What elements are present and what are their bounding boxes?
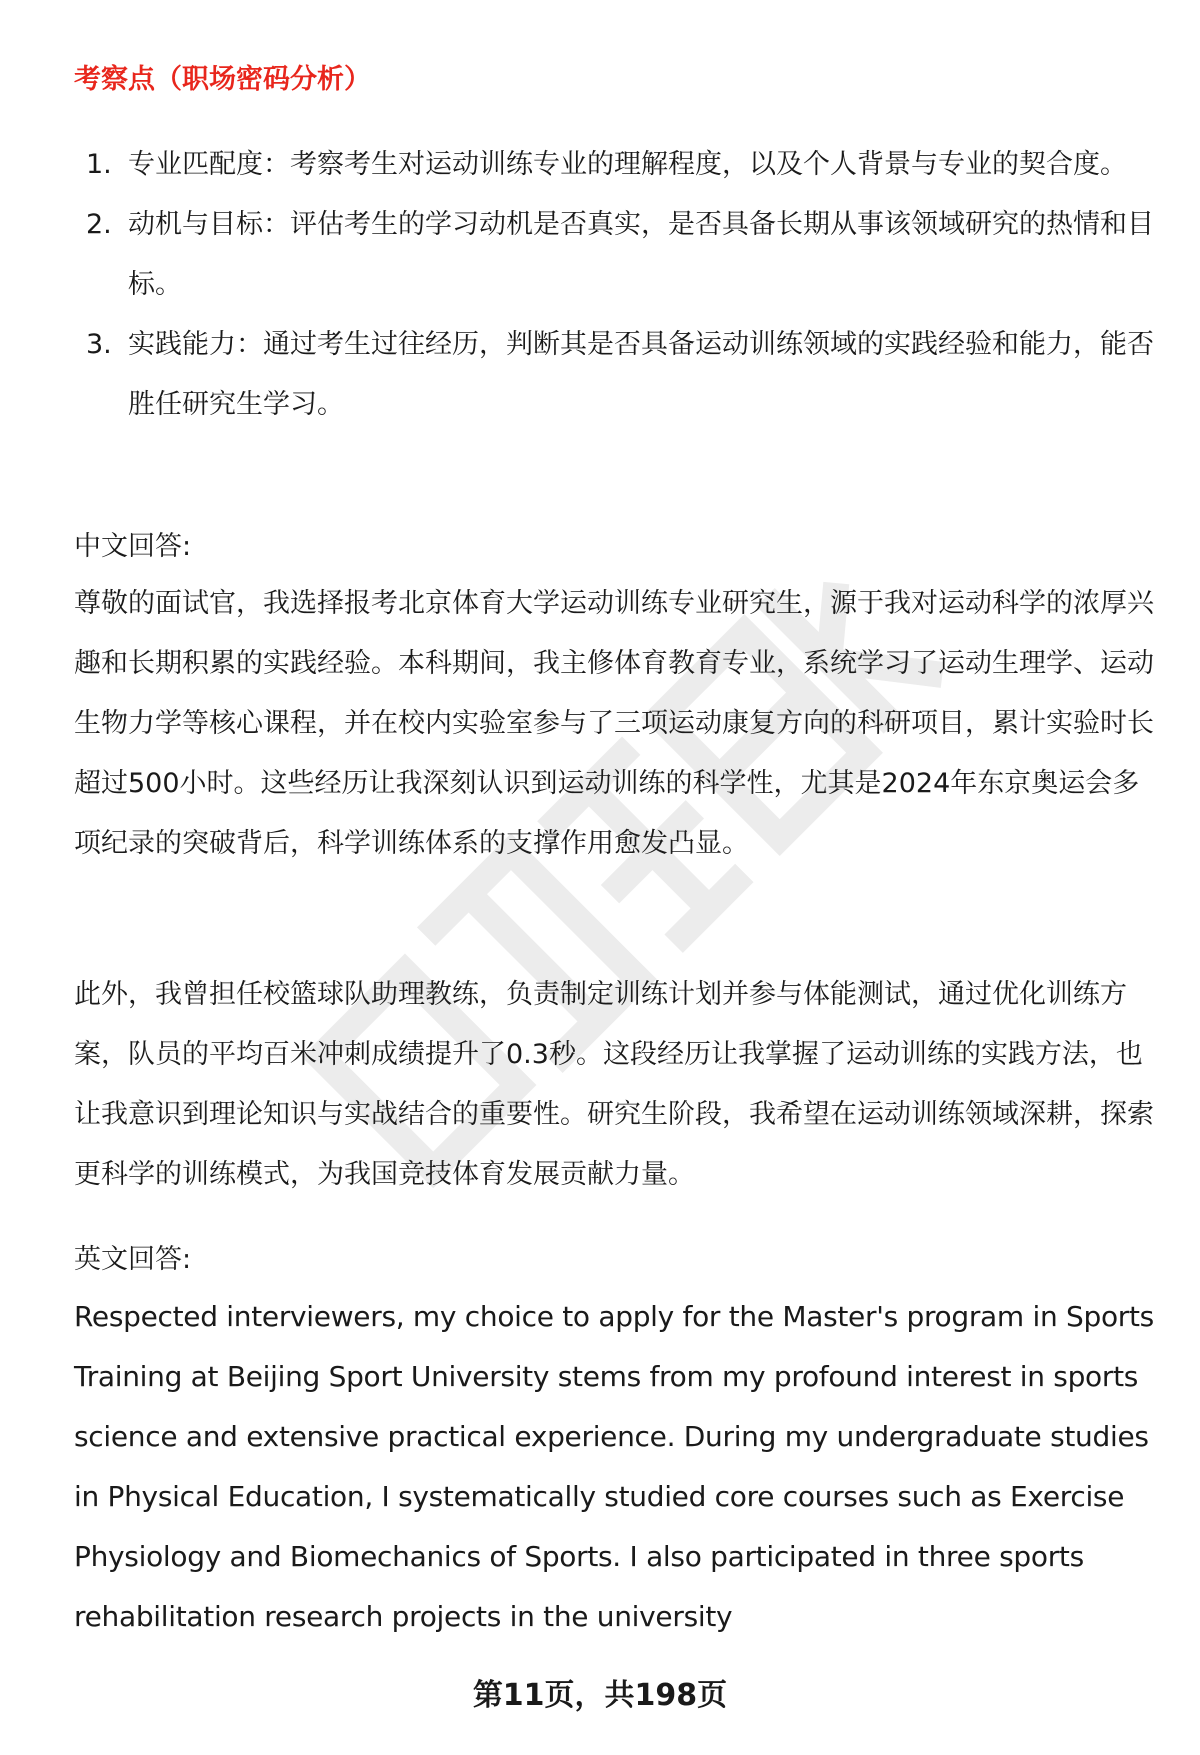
list-item-text: 专业匹配度：考察考生对运动训练专业的理解程度，以及个人背景与专业的契合度。	[128, 149, 1127, 180]
list-item-number: 1.	[86, 149, 112, 180]
list-item-number: 3.	[86, 329, 112, 360]
list-item	[74, 135, 1154, 195]
page-heading: 考察点（职场密码分析）	[74, 64, 371, 95]
list-item-text: 实践能力：通过考生过往经历，判断其是否具备运动训练领域的实践经验和能力，能否胜任研究生学习。	[128, 329, 1154, 420]
chinese-answer-label: 中文回答:	[74, 531, 192, 562]
english-answer-label: 英文回答:	[74, 1244, 192, 1275]
chinese-answer-paragraph-1: 尊敬的面试官，我选择报考北京体育大学运动训练专业研究生，源于我对运动科学的浓厚兴趣和长期积累的实践经验。本科期间，我主修体育教育专业，系统学习了运动生理学、运动生物力学等核心课程，并在校内实验室参与了三项运动康复方向的科研项目，累计实验时长超过500小时。这些经历让我深刻认识到运动训练的科学性，尤其是2024年东京奥运会多项纪录的突破背后，科学训练体系的支撑作用愈发凸显。	[74, 588, 1154, 859]
list-item-text: 动机与目标：评估考生的学习动机是否真实，是否具备长期从事该领域研究的热情和目标。	[128, 209, 1154, 300]
chinese-answer-paragraph-2: 此外，我曾担任校篮球队助理教练，负责制定训练计划并参与体能测试，通过优化训练方案，队员的平均百米冲刺成绩提升了0.3秒。这段经历让我掌握了运动训练的实践方法，也让我意识到理论知识与实战结合的重要性。研究生阶段，我希望在运动训练领域深耕，探索更科学的训练模式，为我国竞技体育发展贡献力量。	[74, 979, 1154, 1190]
assessment-points-list	[74, 135, 1154, 435]
list-item	[74, 315, 1154, 435]
list-item	[74, 195, 1154, 315]
english-answer-paragraph: Respected interviewers, my choice to apply for the Master's program in Sports Training at Beijing Sport University stems from my profound interest in sports science and extensive practical experience. During my undergraduate studies in Physical Education, I systematically studied core courses such as Exercise Physiology and Biomechanics of Sports. I also participated in three sports rehabilitation research projects in the university	[74, 1300, 1154, 1633]
list-item-number: 2.	[86, 209, 112, 240]
page-number-footer: 第11页，共198页	[472, 1678, 728, 1713]
